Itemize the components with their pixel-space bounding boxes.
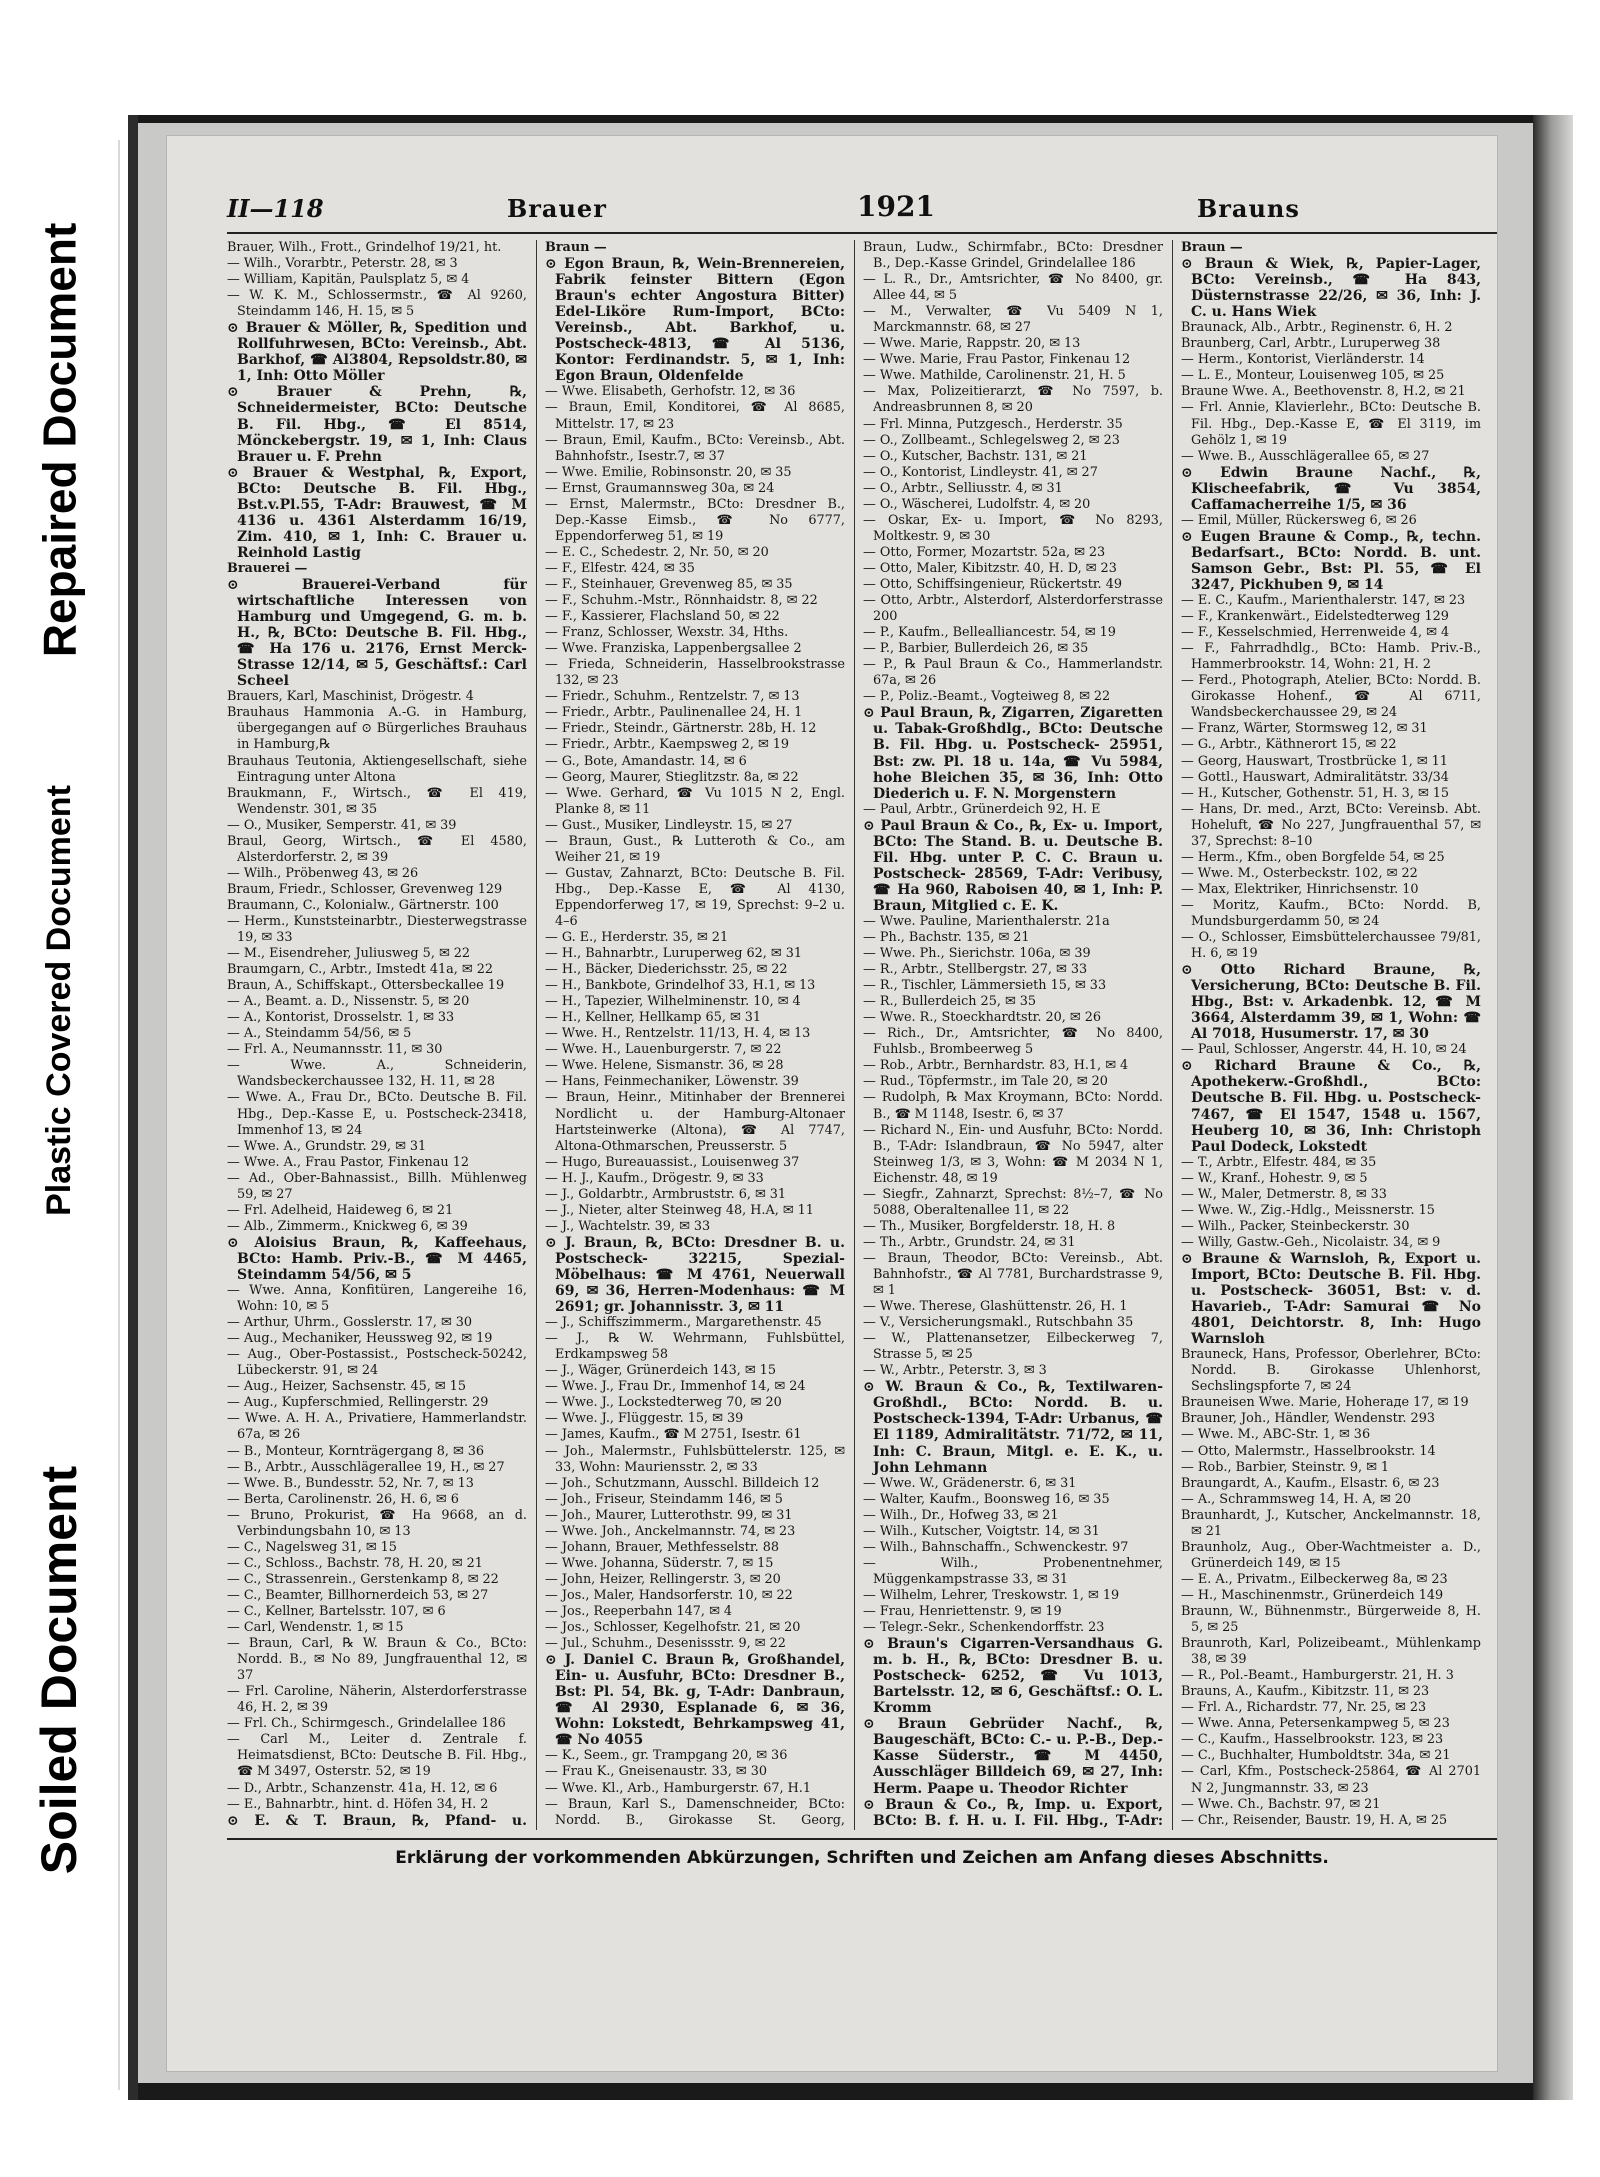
directory-entry: — H., Kellner, Hellkamp 65, ✉ 31 [545,1010,762,1026]
directory-entry: — Georg, Maurer, Stieglitzstr. 8a, ✉ 22 [545,769,799,785]
directory-entry: Braunholz, Aug., Ober-Wachtmeister a. D., Grünerdeich 149, ✉ 15 [1181,1539,1481,1571]
directory-entry: — Frl. A., Richardstr. 77, Nr. 25, ✉ 23 [1181,1700,1427,1716]
directory-entry: ⊙ Eugen Braune & Comp., ℞, techn. Bedarfsart., BCto: Nordd. B. unt. Samson Gebr., Bst: Pl. 55, ☎ El 3247, Pickhuben 9, ✉ 14 [1181,528,1481,593]
directory-entry: — Herm., Kontorist, Vierländerstr. 14 [1181,352,1425,368]
directory-entry: — F., Schuhm.-Mstr., Rönnhaidstr. 8, ✉ 22 [545,593,818,609]
directory-entry: — Jos., Schlosser, Kegelhofstr. 21, ✉ 20 [545,1620,801,1636]
directory-entry: — Wwe. J., Frau Dr., Immenhof 14, ✉ 24 [545,1379,806,1395]
directory-entry: — Joh., Friseur, Steindamm 146, ✉ 5 [545,1491,783,1507]
directory-entry: — Wwe. A. H. A., Privatiere, Hammerlandstr. 67a, ✉ 26 [227,1411,527,1443]
directory-entry: — C., Strassenrein., Gerstenkamp 8, ✉ 22 [227,1571,499,1587]
directory-entry: — Wwe. Anna, Petersenkampweg 5, ✉ 23 [1181,1716,1450,1732]
directory-entry: Brauers, Karl, Maschinist, Drögestr. 4 [227,689,474,705]
directory-entry: — Rud., Töpfermstr., im Tale 20, ✉ 20 [863,1074,1108,1090]
directory-entry: — Frau, Henriettenstr. 9, ✉ 19 [863,1603,1062,1619]
directory-entry: — O., Schlosser, Eimsbüttelerchaussee 79/81, H. 6, ✉ 19 [1181,930,1481,962]
directory-entry: — F., Steinhauer, Grevenweg 85, ✉ 35 [545,576,793,592]
directory-entry: — Telegr.-Sekr., Schenkendorffstr. 23 [863,1620,1105,1636]
directory-entry: — J., Wäger, Grünerdeich 143, ✉ 15 [545,1363,776,1379]
directory-entry: — Otto, Former, Mozartstr. 52a, ✉ 23 [863,544,1106,560]
directory-entry: — Herm., Kfm., oben Borgfelde 54, ✉ 25 [1181,849,1445,865]
directory-entry: — Ad., Ober-Bahnassist., Billh. Mühlenweg 59, ✉ 27 [227,1170,527,1202]
directory-entry: — L. E., Monteur, Louisenweg 105, ✉ 25 [1181,368,1445,384]
directory-entry: — A., Steindamm 54/56, ✉ 5 [227,1026,412,1042]
directory-entry: — Otto, Maler, Kibitzstr. 40, H. D, ✉ 23 [863,560,1117,576]
directory-entry: — Wwe. Anna, Konfitüren, Langereihe 16, Wohn: 10, ✉ 5 [227,1283,527,1315]
paper-sheet [138,123,1533,2083]
directory-entry: — R., Bullerdeich 25, ✉ 35 [863,994,1037,1010]
footer-note: Erklärung der vorkommenden Abkürzungen, Schriften und Zeichen am Anfang dieses Abschnitts. [395,1848,1329,1868]
directory-column-2 [545,240,845,1830]
directory-entry: ⊙ Braun & Wiek, ℞, Papier-Lager, BCto: Vereinsb., ☎ Ha 843, Düsternstrasse 22/26, ✉ 36, Inh: J. C. u. Hans Wiek [1181,256,1481,321]
directory-entry: — Wwe. Gerhard, ☎ Vu 1015 N 2, Engl. Planke 8, ✉ 11 [545,785,845,817]
directory-entry: — P., Kaufm., Bellealliancestr. 54, ✉ 19 [863,625,1116,641]
directory-entry: — Jos., Maler, Handsorferstr. 10, ✉ 22 [545,1587,793,1603]
directory-entry: — D., Arbtr., Schanzenstr. 41a, H. 12, ✉ 6 [227,1780,498,1796]
page-number: II—118 [227,194,324,223]
directory-entry: — Wwe. J., Lockstedterweg 70, ✉ 20 [545,1395,782,1411]
directory-entry: — Carl, Kfm., Postscheck-25864, ☎ Al 2701 N 2, Jungmannstr. 33, ✉ 23 [1181,1764,1481,1796]
directory-entry: — Otto, Malermstr., Hasselbrookstr. 14 [1181,1443,1436,1459]
directory-entry: — Frl. Adelheid, Haideweg 6, ✉ 21 [227,1202,454,1218]
directory-entry: — C., Nagelsweg 31, ✉ 15 [227,1539,397,1555]
directory-entry: — Wilh., Vorarbtr., Peterstr. 28, ✉ 3 [227,256,458,272]
directory-entry: ⊙ Brauerei-Verband für wirtschaftliche Interessen von Hamburg und Umgegend, G. m. b. H., ℞, BCto: Deutsche B. Fil. Hbg., ☎ Ha 176 u. 2176, Ernst Merck-Strasse 12/14, ✉ 5, Geschäftsf.: Carl Scheel [227,576,527,690]
directory-entry: — Frl. A., Neumannsstr. 11, ✉ 30 [227,1042,443,1058]
directory-entry: — Ph., Bachstr. 135, ✉ 21 [863,930,1030,946]
directory-entry: — Franz, Schlosser, Wexstr. 34, Hths. [545,625,789,641]
directory-entry: — Wwe. Kl., Arb., Hamburgerstr. 67, H.1 [545,1780,811,1796]
header-first-entry: Brauer [507,194,607,223]
header-rule [227,232,1497,234]
directory-entry: — G., Bote, Amandastr. 14, ✉ 6 [545,753,747,769]
directory-entry: ⊙ Egon Braun, ℞, Wein-Brennereien, Fabrik feinster Bittern (Egon Braun's echter Angostura Bitter) Edel-Liköre Rum-Import, BCto: Vereinsb., Abt. Barkhof, u. Postscheck-4813, ☎ Al 5136, Kontor: Ferdinandstr. 5, ✉ 1, Inh: Egon Braun, Oldenfelde [545,256,845,385]
directory-entry: — Wwe. Elisabeth, Gerhofstr. 12, ✉ 36 [545,384,796,400]
directory-entry: — Wilhelm, Lehrer, Treskowstr. 1, ✉ 19 [863,1587,1120,1603]
directory-entry: — Braun, Gust., ℞ Lutteroth & Co., am Weiher 21, ✉ 19 [545,833,845,865]
label-soiled-document: Soiled Document [31,1465,87,1875]
directory-entry: — O., Zollbeamt., Schlegelsweg 2, ✉ 23 [863,432,1120,448]
directory-entry: — F., Fahrradhdlg., BCto: Hamb. Priv.-B., Hammerbrookstr. 14, Wohn: 21, H. 2 [1181,641,1481,673]
footer-rule [227,1838,1497,1840]
directory-entry: — H., Bahnarbtr., Luruperweg 62, ✉ 31 [545,946,802,962]
directory-entry: — A., Beamt. a. D., Nissenstr. 5, ✉ 20 [227,994,470,1010]
directory-entry: — Bruno, Prokurist, ☎ Ha 9668, an d. Verbindungsbahn 10, ✉ 13 [227,1507,527,1539]
left-page-edge [128,115,138,2100]
directory-entry: — Frau K., Gneisenaustr. 33, ✉ 30 [545,1764,767,1780]
directory-entry: — Carl M., Leiter d. Zentrale f. Heimatsdienst, BCto: Deutsche B. Fil. Hbg., ☎ M 3497, Osterstr. 52, ✉ 19 [227,1732,527,1780]
directory-entry: — J., ℞ W. Wehrmann, Fuhlsbüttel, Erdkampsweg 58 [545,1331,845,1363]
directory-entry: — Wwe. Emilie, Robinsonstr. 20, ✉ 35 [545,464,792,480]
directory-entry: — Jos., Reeperbahn 147, ✉ 4 [545,1603,732,1619]
directory-entry: — Frl. Ch., Schirmgesch., Grindelallee 186 [227,1716,506,1732]
directory-entry: — E. A., Privatm., Eilbeckerweg 8a, ✉ 23 [1181,1571,1448,1587]
directory-column-4 [1181,240,1481,1830]
directory-entry: ⊙ E. & T. Braun, ℞, Pfand- u. [227,1812,527,1829]
directory-entry: — O., Musiker, Semperstr. 41, ✉ 39 [227,817,457,833]
directory-entry: Braum, Friedr., Schlosser, Grevenweg 129 [227,881,503,897]
directory-entry: Braun, A., Schiffskapt., Ottersbeckallee 19 [227,978,505,994]
label-divider [118,140,120,2090]
directory-entry: — F., Kassierer, Flachsland 50, ✉ 22 [545,609,780,625]
directory-entry: ⊙ Brauer & Westphal, ℞, Export, BCto: Deutsche B. Fil. Hbg., Bst.v.Pl.55, T-Adr: Brauwest, ☎ M 4136 u. 4361 Alsterdamm 16/19, Zim. 410, ✉ 1, Inh: C. Brauer u. Reinhold Lastig [227,464,527,561]
directory-entry: — Hugo, Bureauassist., Louisenweg 37 [545,1154,800,1170]
directory-entry: Braunack, Alb., Arbtr., Reginenstr. 6, H. 2 [1181,320,1453,336]
directory-entry: — E. C., Schedestr. 2, Nr. 50, ✉ 20 [545,544,769,560]
directory-entry: Braun — [545,240,607,255]
directory-entry: — Carl, Wendenstr. 1, ✉ 15 [227,1620,404,1636]
directory-entry: Brauneisen Wwe. Marie, Hoheraде 17, ✉ 19 [1181,1395,1469,1411]
page-header [227,190,1497,234]
directory-entry: — Wwe. Ch., Bachstr. 97, ✉ 21 [1181,1796,1381,1812]
directory-entry: — B., Monteur, Kornträgergang 8, ✉ 36 [227,1443,485,1459]
directory-entry: — E. C., Kaufm., Marienthalerstr. 147, ✉ 23 [1181,593,1466,609]
directory-entry: — Ernst, Malermstr., BCto: Dresdner B., Dep.-Kasse Eimsb., ☎ No 6777, Eppendorferweg 51, ✉ 19 [545,496,845,544]
directory-entry: — Max, Polizeitierarzt, ☎ No 7597, b. Andreasbrunnen 8, ✉ 20 [863,384,1163,416]
directory-entry: Braunn, W., Bühnenmstr., Bürgerweide 8, H. 5, ✉ 25 [1181,1603,1481,1636]
directory-entry: — R., Pol.-Beamt., Hamburgerstr. 21, H. 3 [1181,1668,1454,1684]
directory-entry: ⊙ Paul Braun & Co., ℞, Ex- u. Import, BCto: The Stand. B. u. Deutsche B. Fil. Hbg. unter P. C. C. Braun u. Postscheck- 28569, T-Adr: Veribusy, ☎ Ha 960, Raboisen 40, ✉ 1, Inh: P. Braun, Mitglied c. E. K. [863,817,1163,914]
directory-entry: — Otto, Schiffsingenieur, Rückertstr. 49 [863,576,1122,592]
directory-entry [1181,1829,1481,1830]
directory-entry: Braunroth, Karl, Polizeibeamt., Mühlenkamp 38, ✉ 39 [1181,1636,1481,1668]
directory-entry: — Frl. Annie, Klavierlehr., BCto: Deutsche B. Fil. Hbg., Dep.-Kasse E, ☎ El 3119, im Gehölz 1, ✉ 19 [1181,400,1481,448]
directory-entry: — Wilh., Probenentnehmer, Müggenkampstrasse 33, ✉ 31 [863,1555,1163,1587]
directory-entry: — W., Plattenansetzer, Eilbeckerweg 7, Strasse 5, ✉ 25 [863,1331,1163,1363]
directory-entry: ⊙ Paul Braun, ℞, Zigarren, Zigaretten u. Tabak-Großhdlg., BCto: Deutsche B. Fil. Hbg. u. Postscheck- 25951, Bst: zw. Pl. 18 u. 14a, ☎ Vu 5984, hohe Bleichen 35, ✉ 36, Inh: Otto Diederich u. F. N. Morgenstern [863,705,1163,802]
directory-entry: — Frieda, Schneiderin, Hasselbrookstrasse 132, ✉ 23 [545,657,845,689]
directory-entry: — M., Verwalter, ☎ Vu 5409 N 1, Marckmannstr. 68, ✉ 27 [863,304,1163,336]
directory-entry: — Ernst, Graumannsweg 30a, ✉ 24 [545,480,775,496]
directory-entry: — J., Nieter, alter Steinweg 48, H.A, ✉ 11 [545,1202,814,1218]
header-year: 1921 [857,190,935,223]
directory-entry: — Herm., Kunststeinarbtr., Diesterwegstrasse 19, ✉ 33 [227,913,527,946]
directory-entry: ⊙ Richard Braune & Co., ℞, Apothekerw.-Großhdl., BCto: Deutsche B. Fil. Hbg. u. Postscheck-7467, ☎ El 1547, 1548 u. 1567, Heuberg 10, ✉ 36, Inh: Christoph Paul Dodeck, Lokstedt [1181,1058,1481,1155]
directory-entry: — Braun, Heinr., Mitinhaber der Brennerei Nordlicht u. der Hamburg-Altonaer Hartsteinwerke (Altona), ☎ Al 7747, Altona-Othmarschen, Preusserstr. 5 [545,1090,845,1154]
directory-entry: — Friedr., Schuhm., Rentzelstr. 7, ✉ 13 [545,689,800,705]
scanned-page [128,115,1573,2100]
directory-entry: — Wilh., Pröbenweg 43, ✉ 26 [227,865,419,881]
directory-entry: — J., Wachtelstr. 39, ✉ 33 [545,1218,711,1234]
directory-entry: — Wwe. Marie, Rappstr. 20, ✉ 13 [863,336,1081,352]
directory-entry: — C., Kaufm., Hasselbrookstr. 123, ✉ 23 [1181,1732,1444,1748]
directory-entry: ⊙ Aloisius Braun, ℞, Kaffeehaus, BCto: Hamb. Priv.-B., ☎ M 4465, Steindamm 54/56, ✉ 5 [227,1234,527,1283]
directory-entry: — Aug., Ober-Postassist., Postscheck-50242, Lübeckerstr. 91, ✉ 24 [227,1347,527,1379]
directory-entry: — Wwe. Joh., Anckelmannstr. 74, ✉ 23 [545,1523,796,1539]
directory-entry: — Jul., Schuhm., Desenissstr. 9, ✉ 22 [545,1636,786,1652]
directory-entry: Braun, Ludw., Schirmfabr., BCto: Dresdner B., Dep.-Kasse Grindel, Grindelallee 186 [863,240,1163,272]
directory-entry: Braune Wwe. A., Beethovenstr. 8, H.2, ✉ 21 [1181,384,1466,400]
directory-entry: — Wwe. Mathilde, Carolinenstr. 21, H. 5 [863,368,1126,384]
directory-entry: — O., Kontorist, Lindleystr. 41, ✉ 27 [863,464,1098,480]
directory-entry: — P., Poliz.-Beamt., Vogteiweg 8, ✉ 22 [863,689,1111,705]
directory-entry: — Wilh., Dr., Hofweg 33, ✉ 21 [863,1507,1059,1523]
directory-entry: — William, Kapitän, Paulsplatz 5, ✉ 4 [227,272,470,288]
directory-entry: — Wwe. A., Frau Pastor, Finkenau 12 [227,1154,469,1170]
directory-entry: — F., Elfestr. 424, ✉ 35 [545,560,695,576]
directory-entry: — Th., Arbtr., Grundstr. 24, ✉ 31 [863,1234,1076,1250]
directory-entry: — Willy, Gastw.-Geh., Nicolaistr. 34, ✉ 9 [1181,1234,1441,1250]
directory-entry: — W., Maler, Detmerstr. 8, ✉ 33 [1181,1186,1387,1202]
directory-entry: — Braun, Theodor, BCto: Vereinsb., Abt. Bahnhofstr., ☎ Al 7781, Burchardstrasse 9, ✉ 1 [863,1250,1163,1299]
directory-entry: — Friedr., Arbtr., Paulinenallee 24, H. 1 [545,705,803,721]
directory-entry: — Joh., Malermstr., Fuhlsbüttelerstr. 125, ✉ 33, Wohn: Mauriensstr. 2, ✉ 33 [545,1443,845,1475]
directory-entry: Brauhaus Teutonia, Aktiengesellschaft, siehe Eintragung unter Altona [227,753,527,785]
directory-entry: — Gust., Musiker, Lindleystr. 15, ✉ 27 [545,817,793,833]
directory-entry: — V., Versicherungsmakl., Rutschbahn 35 [863,1315,1134,1331]
directory-entry: — Paul, Schlosser, Angerstr. 44, H. 10, ✉ 24 [1181,1042,1467,1058]
directory-entry: — H., Bäcker, Diederichsstr. 25, ✉ 22 [545,962,788,978]
directory-entry: — P., ℞ Paul Braun & Co., Hammerlandstr. 67a, ✉ 26 [863,657,1163,689]
directory-entry: — Rob., Barbier, Steinstr. 9, ✉ 1 [1181,1459,1390,1475]
directory-entry: — Wwe. Pauline, Marienthalerstr. 21a [863,913,1110,929]
directory-entry: ⊙ W. Braun & Co., ℞, Textilwaren-Großhdl., BCto: Nordd. B. u. Postscheck-1394, T-Adr: Urbanus, ☎ El 1189, Admiralitätstr. 71/72, ✉ 11, Inh: C. Braun, Mitgl. e. E. K., u. John Lehmann [863,1379,1163,1476]
directory-entry: — Gustav, Zahnarzt, BCto: Deutsche B. Fil. Hbg., Dep.-Kasse E, ☎ Al 4130, Eppendorferweg 17, ✉ 19, Sprechst: 9–2 u. 4–6 [545,865,845,929]
directory-entry: — Chr., Reisender, Baustr. 19, H. A, ✉ 25 [1181,1812,1448,1828]
label-repaired-document: Repaired Document [33,222,85,658]
directory-entry: — J., Schiffszimmerm., Margarethenstr. 45 [545,1315,822,1331]
directory-entry: — R., Arbtr., Stellbergstr. 27, ✉ 33 [863,962,1088,978]
directory-entry: Braumgarn, C., Arbtr., Imstedt 41a, ✉ 22 [227,962,493,978]
directory-entry: — Th., Musiker, Borgfelderstr. 18, H. 8 [863,1218,1116,1234]
directory-entry: Brauner, Joh., Händler, Wendenstr. 293 [1181,1411,1435,1427]
directory-entry: — C., Schloss., Bachstr. 78, H. 20, ✉ 21 [227,1555,483,1571]
directory-entry: — Rob., Arbtr., Bernhardstr. 83, H.1, ✉ 4 [863,1058,1129,1074]
directory-entry: — Richard N., Ein- und Ausfuhr, BCto: Nordd. B., T-Adr: Islandbraun, ☎ No 5947, alter Steinweg 1/3, ✉ 3, Wohn: ☎ M 2034 N 1, Eichenstr. 48, ✉ 19 [863,1122,1163,1186]
directory-entry: — Rudolph, ℞ Max Kroymann, BCto: Nordd. B., ☎ M 1148, Isestr. 6, ✉ 37 [863,1090,1163,1122]
label-plastic-covered-document: Plastic Covered Document [39,784,78,1216]
directory-entry: — W., Kranf., Hohestr. 9, ✉ 5 [1181,1170,1368,1186]
directory-entry: — Wwe. Helene, Sismanstr. 36, ✉ 28 [545,1058,784,1074]
directory-entry: — Wwe. Franziska, Lappenbergsallee 2 [545,641,802,657]
directory-entry: — Alb., Zimmerm., Knickweg 6, ✉ 39 [227,1218,468,1234]
directory-entry: — Berta, Carolinenstr. 26, H. 6, ✉ 6 [227,1491,459,1507]
column-divider [1172,240,1173,1830]
directory-entry: — H., Maschinenmstr., Grünerdeich 149 [1181,1587,1444,1603]
directory-entry: — Joh., Maurer, Lutterothstr. 99, ✉ 31 [545,1507,793,1523]
directory-entry: — Braun, Emil, Kaufm., BCto: Vereinsb., Abt. Bahnhofstr., Isestr.7, ✉ 37 [545,432,845,464]
directory-entry: — Joh., Schutzmann, Ausschl. Billdeich 12 [545,1475,820,1491]
directory-entry: — G. E., Herderstr. 35, ✉ 21 [545,930,729,946]
directory-entry: — Gottl., Hauswart, Admiralitätstr. 33/34 [1181,769,1449,785]
directory-entry: — Georg, Hauswart, Trostbrücke 1, ✉ 11 [1181,753,1448,769]
directory-entry: — Wwe. A., Frau Dr., BCto. Deutsche B. Fil. Hbg., Dep.-Kasse E, u. Postscheck-23418, Immenhof 13, ✉ 24 [227,1090,527,1138]
directory-entry: — W., Arbtr., Peterstr. 3, ✉ 3 [863,1363,1047,1379]
directory-entry: — Rich., Dr., Amtsrichter, ☎ No 8400, Fuhlsb., Brombeerweg 5 [863,1026,1163,1058]
directory-entry: — Wwe. M., ABC-Str. 1, ✉ 36 [1181,1427,1371,1443]
book-spine [1533,115,1573,2100]
directory-entry: — F., Kesselschmied, Herrenweide 4, ✉ 4 [1181,625,1450,641]
directory-entry: Brauneck, Hans, Professor, Oberlehrer, BCto: Nordd. B. Girokasse Uhlenhorst, Sechslingspforte 7, ✉ 24 [1181,1347,1481,1395]
document-condition-labels [0,0,118,2177]
directory-entry: — Hans, Dr. med., Arzt, BCto: Vereinsb. Abt. Hoheluft, ☎ No 227, Jungfrauenthal 57, ✉ 37, Sprechst: 8–10 [1181,801,1481,849]
directory-entry: ⊙ Brauer & Möller, ℞, Spedition und Rollfuhrwesen, BCto: Vereinsb., Abt. Barkhof, ☎ Al3804, Repsoldstr.80, ✉ 1, Inh: Otto Möller [227,320,527,385]
directory-entry: — Ferd., Photograph, Atelier, BCto: Nordd. B. Girokasse Hohenf., ☎ Al 6711, Wandsbeckerchaussee 29, ✉ 24 [1181,673,1481,721]
directory-entry: — K., Seem., gr. Trampgang 20, ✉ 36 [545,1748,788,1764]
directory-entry: ⊙ Braune & Warnsloh, ℞, Export u. Import, BCto: Deutsche B. Fil. Hbg. u. Postscheck- 36051, Bst: v. d. Havarieb., T-Adr: Samurai ☎ No 4801, Deichtorstr. 8, Inh: Hugo Warnsloh [1181,1250,1481,1348]
directory-entry: — O., Arbtr., Selliusstr. 4, ✉ 31 [863,480,1063,496]
directory-entry: — Wwe. B., Bundesstr. 52, Nr. 7, ✉ 13 [227,1475,474,1491]
directory-entry: — Wilh., Packer, Steinbeckerstr. 30 [1181,1218,1410,1234]
directory-entry: ⊙ Otto Richard Braune, ℞, Versicherung, BCto: Deutsche B. Fil. Hbg., Bst: v. Arkadenbk. 12, ☎ M 3664, Alsterdamm 39, ✉ 1, Wohn: ☎ Al 7018, Husumerstr. 17, ✉ 30 [1181,962,1481,1043]
directory-entry: — Aug., Heizer, Sachsenstr. 45, ✉ 15 [227,1379,466,1395]
directory-entry: — W. K. M., Schlossermstr., ☎ Al 9260, Steindamm 146, H. 15, ✉ 5 [227,288,527,320]
directory-entry: — B., Arbtr., Ausschlägerallee 19, H., ✉ 27 [227,1459,505,1475]
directory-entry: — Wwe. B., Ausschlägerallee 65, ✉ 27 [1181,448,1430,464]
directory-entry: ⊙ Brauer & Prehn, ℞, Schneidermeister, BCto: Deutsche B. Fil. Hbg., ☎ El 8514, Mönckebergstr. 19, ✉ 1, Inh: Claus Brauer u. F. Prehn [227,384,527,465]
directory-entry: — O., Kutscher, Bachstr. 131, ✉ 21 [863,448,1088,464]
directory-entry: — Frl. Caroline, Näherin, Alsterdorferstrasse 46, H. 2, ✉ 39 [227,1684,527,1716]
directory-entry: — Wwe. R., Stoeckhardtstr. 20, ✉ 26 [863,1010,1101,1026]
directory-entry: — Wwe. W., Grädenerstr. 6, ✉ 31 [863,1475,1077,1491]
directory-entry: — Braun, Carl, ℞ W. Braun & Co., BCto: Nordd. B., ✉ No 89, Jungfrauenthal 12, ✉ 37 [227,1636,527,1684]
directory-entry: — A., Schrammsweg 14, H. A, ✉ 20 [1181,1491,1412,1507]
directory-entry: ⊙ J. Daniel C. Braun ℞, Großhandel, Ein- u. Ausfuhr, BCto: Dresdner B., Bst: Pl. 54, Bk. g, T-Adr: Danbraun, ☎ Al 2930, Esplanade 6, ✉ 36, Wohn: Lokstedt, Behrkampsweg 41, ☎ No 4055 [545,1652,845,1749]
directory-entry: — Moritz, Kaufm., BCto: Nordd. B, Mundsburgerdamm 50, ✉ 24 [1181,897,1481,929]
directory-column-1 [227,240,527,1830]
column-divider [854,240,855,1830]
directory-entry: — John, Heizer, Rellingerstr. 3, ✉ 20 [545,1571,781,1587]
directory-entry: — C., Beamter, Billhornerdeich 53, ✉ 27 [227,1587,489,1603]
directory-entry: — O., Wäscherei, Ludolfstr. 4, ✉ 20 [863,496,1091,512]
column-divider [536,240,537,1830]
directory-entry: — James, Kaufm., ☎ M 2751, Isestr. 61 [545,1427,802,1443]
directory-entry: — Max, Elektriker, Hinrichsenstr. 10 [1181,881,1419,897]
directory-entry: Braul, Georg, Wirtsch., ☎ El 4580, Alsterdorferstr. 2, ✉ 39 [227,833,527,865]
directory-entry: Braunhardt, J., Kutscher, Anckelmannstr. 18, ✉ 21 [1181,1507,1481,1539]
directory-entry: — Aug., Mechaniker, Heussweg 92, ✉ 19 [227,1331,493,1347]
directory-entry: — Siegfr., Zahnarzt, Sprechst: 8½–7, ☎ No 5088, Oberaltenallee 11, ✉ 22 [863,1186,1163,1218]
directory-entry: — Wilh., Bahnschaffn., Schwenckestr. 97 [863,1539,1129,1555]
directory-entry: — Emil, Müller, Rückersweg 6, ✉ 26 [1181,512,1417,528]
directory-entry: — H., Tapezier, Wilhelminenstr. 10, ✉ 4 [545,994,801,1010]
directory-entry: — C., Kellner, Bartelsstr. 107, ✉ 6 [227,1603,446,1619]
directory-entry: ⊙ Edwin Braune Nachf., ℞, Klischeefabrik, ☎ Vu 3854, Caffamacherreihe 1/5, ✉ 36 [1181,464,1481,513]
directory-entry: — Wwe. Johanna, Süderstr. 7, ✉ 15 [545,1555,774,1571]
directory-entry: — Wwe. Ph., Sierichstr. 106a, ✉ 39 [863,946,1091,962]
directory-entry: Brauns, A., Kaufm., Kibitzstr. 11, ✉ 23 [1181,1684,1430,1700]
directory-entry: ⊙ J. Braun, ℞, BCto: Dresdner B. u. Postscheck- 32215, Spezial-Möbelhaus: ☎ M 4761, Neuerwall 69, ✉ 36, Herren-Modenhaus: ☎ M 2691; gr. Johannisstr. 3, ✉ 11 [545,1234,845,1316]
directory-entry: — T., Arbtr., Elfestr. 484, ✉ 35 [1181,1154,1377,1170]
directory-entry: — G., Arbtr., Käthnerort 15, ✉ 22 [1181,737,1397,753]
directory-entry: — H. J., Kaufm., Drögestr. 9, ✉ 33 [545,1170,764,1186]
directory-entry: — Otto, Arbtr., Alsterdorf, Alsterdorferstrasse 200 [863,593,1163,625]
directory-entry: — Wwe. H., Rentzelstr. 11/13, H. 4, ✉ 13 [545,1026,811,1042]
directory-entry: — Franz, Wärter, Stormsweg 12, ✉ 31 [1181,721,1428,737]
directory-entry: ⊙ Braun's Cigarren-Versandhaus G. m. b. H., ℞, BCto: Dresdner B. u. Postscheck- 6252, ☎ Vu 1013, Bartelsstr. 12, ✉ 6, Geschäftsf.: O. L. Kromm [863,1636,1163,1717]
directory-entry: — Wwe. W., Zig.-Hdlg., Meissnerstr. 15 [1181,1202,1435,1218]
directory-columns [227,240,1497,1830]
directory-entry: — E., Bahnarbtr., hint. d. Höfen 34, H. 2 [227,1796,489,1812]
directory-entry: — M., Eisendreher, Juliusweg 5, ✉ 22 [227,946,471,962]
directory-entry: Braukmann, F., Wirtsch., ☎ El 419, Wendenstr. 301, ✉ 35 [227,785,527,817]
directory-entry: Brauer, Wilh., Frott., Grindelhof 19/21, ht. [227,240,502,255]
directory-entry: — A., Kontorist, Drosselstr. 1, ✉ 33 [227,1010,455,1026]
directory-entry: — Wilh., Kutscher, Voigtstr. 14, ✉ 31 [863,1523,1100,1539]
directory-entry: — Oskar, Ex- u. Import, ☎ No 8293, Moltkestr. 9, ✉ 30 [863,512,1163,544]
header-last-entry: Brauns [1197,194,1300,223]
directory-entry: — Friedr., Steindr., Gärtnerstr. 28b, H. 12 [545,721,817,737]
directory-entry: ⊙ Braun & Co., ℞, Imp. u. Export, BCto: B. f. H. u. I. Fil. Hbg., T-Adr: [863,1796,1163,1829]
directory-entry: — Wwe. Marie, Frau Pastor, Finkenau 12 [863,352,1131,368]
directory-entry: — C., Buchhalter, Humboldtstr. 34a, ✉ 21 [1181,1748,1451,1764]
directory-entry: Braunberg, Carl, Arbtr., Luruperweg 38 [1181,336,1441,352]
directory-entry: — Wwe. Therese, Glashüttenstr. 26, H. 1 [863,1299,1128,1315]
directory-entry: — L. R., Dr., Amtsrichter, ☎ No 8400, gr. Allee 44, ✉ 5 [863,272,1163,304]
directory-entry: — H., Bankbote, Grindelhof 33, H.1, ✉ 13 [545,978,816,994]
directory-entry: — Braun, Karl S., Damenschneider, BCto: Nordd. B., Girokasse St. Georg, [545,1796,845,1828]
directory-entry: Braun — [1181,240,1243,255]
directory-entry: — Braun, Emil, Konditorei, ☎ Al 8685, Mittelstr. 17, ✉ 23 [545,400,845,432]
directory-entry: — Johann, Brauer, Methfesselstr. 88 [545,1539,780,1555]
directory-entry: — J., Goldarbtr., Armbruststr. 6, ✉ 31 [545,1186,787,1202]
directory-entry: Brauerei — [227,560,308,576]
directory-entry: Brauhaus Hammonia A.-G. in Hamburg, übergegangen auf ⊙ Bürgerliches Brauhaus in Hamburg,℞ [227,705,527,753]
directory-entry: — Aug., Kupferschmied, Rellingerstr. 29 [227,1395,489,1411]
directory-entry: — Wwe. M., Osterbeckstr. 102, ✉ 22 [1181,865,1418,881]
directory-entry: ⊙ Braun Gebrüder Nachf., ℞, Baugeschäft, BCto: C.- u. P.-B., Dep.-Kasse Süderstr., ☎ M 4450, Ausschläger Billdeich 69, ✉ 27, Inh: Herm. Paape u. Theodor Richter [863,1716,1163,1797]
directory-entry: — R., Tischler, Lämmersieth 15, ✉ 33 [863,978,1107,994]
directory-entry: — Arthur, Uhrm., Gosslerstr. 17, ✉ 30 [227,1315,473,1331]
directory-entry: — Wwe. A., Grundstr. 29, ✉ 31 [227,1138,427,1154]
directory-entry: — Hans, Feinmechaniker, Löwenstr. 39 [545,1074,799,1090]
directory-entry: — Wwe. J., Flüggestr. 15, ✉ 39 [545,1411,744,1427]
directory-entry: — P., Barbier, Bullerdeich 26, ✉ 35 [863,641,1089,657]
directory-entry: Braumann, C., Kolonialw., Gärtnerstr. 100 [227,897,499,913]
directory-entry: — Wwe. H., Lauenburgerstr. 7, ✉ 22 [545,1042,782,1058]
directory-entry: — F., Krankenwärt., Eidelstedterweg 129 [1181,609,1449,625]
directory-entry: — H., Kutscher, Gothenstr. 51, H. 3, ✉ 15 [1181,785,1450,801]
directory-entry: — Paul, Arbtr., Grünerdeich 92, H. E [863,801,1101,817]
directory-entry: Braungardt, A., Kaufm., Elsastr. 6, ✉ 23 [1181,1475,1440,1491]
directory-page [166,135,1498,2072]
directory-entry: — Friedr., Arbtr., Kaempsweg 2, ✉ 19 [545,737,790,753]
directory-entry: — Frl. Minna, Putzgesch., Herderstr. 35 [863,416,1123,432]
directory-entry: — Wwe. A., Schneiderin, Wandsbeckerchaussee 132, H. 11, ✉ 28 [227,1058,527,1090]
directory-column-3 [863,240,1163,1830]
directory-entry: — Walter, Kaufm., Boonsweg 16, ✉ 35 [863,1491,1110,1507]
